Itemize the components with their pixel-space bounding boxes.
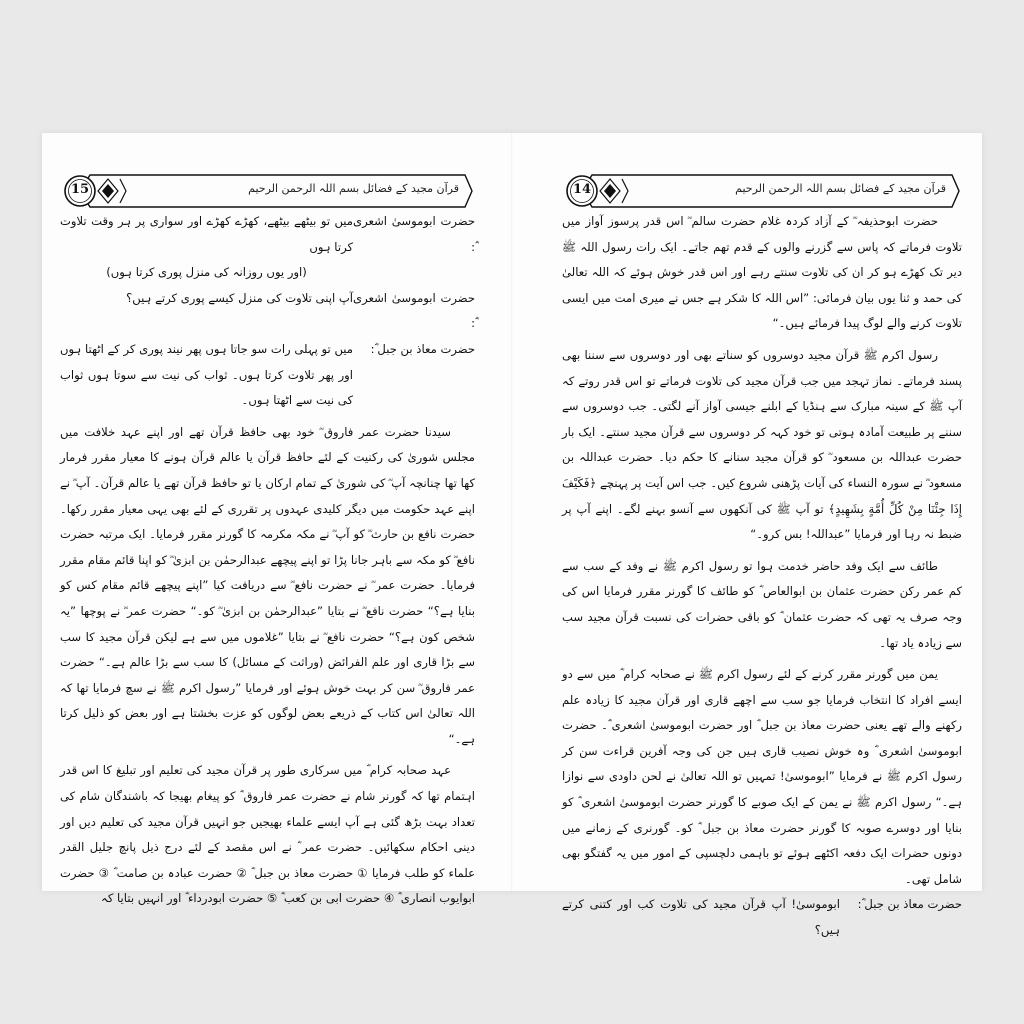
speech: ابوموسیٰ! آپ قرآن مجید کی تلاوت کب اور کتنی کرتے ہیں؟ — [562, 897, 840, 938]
paragraph: عہد صحابہ کرام ؓ میں سرکاری طور پر قرآن مجید کی تعلیم اور تبلیغ کا اس قدر اہتمام تھا کہ گورنر شام نے حضرت عمر فاروق ؓ کو پیغام بھیجا کہ باشندگان شام کی تعداد بہت بڑھ گئی ہے آپ ایسے علماء بھیجیں جو انہیں قرآن مجید کی تعلیم دیں اور دینی احکام سکھائیں۔ حضرت عمر ؓ نے اس مقصد کے لئے درج ذیل پانچ جلیل القدر علماء کو طلب فرمایا ① حضرت معاذ بن جبل ؓ ② حضرت عبادہ بن صامت ؓ ③ حضرت ابوایوب انصاری ؓ ④ حضرت ابی بن کعب ؓ ⑤ حضرت ابودرداء ؓ اور انہیں بتایا کہ — [60, 763, 475, 906]
speaker: حضرت ابوموسیٰ اشعری ؓ: — [353, 290, 475, 331]
page-header — [562, 171, 962, 211]
speech: آپ اپنی تلاوت کی منزل کیسے پوری کرتے ہیں؟ — [126, 290, 353, 305]
page-number: 14 — [572, 182, 592, 197]
dialogue-line — [60, 209, 475, 260]
paragraph: سیدنا حضرت عمر فاروق ؓ خود بھی حافظ قرآن تھے اور اپنے عہد خلافت میں مجلس شوریٰ کی رکنیت کے لئے حافظ قرآن یا عالم قرآن ہونے کا معیار مقرر فرمار کھا تھا چنانچہ آپ ؓ کی شوریٰ کے تمام ارکان یا تو حافظ قرآن تھے یا عالم قرآن۔ آپ ؓ نے اپنے عہد حکومت میں دیگر کلیدی عہدوں پر تقرری کے لئے بھی یہی معیار مقرر رکھا۔ حضرت نافع بن حارث ؓ کو آپ ؓ نے مکہ مکرمہ کا گورنر مقرر فرمایا۔ ایک مرتبہ حضرت نافع ؓ کو مکہ سے باہر جانا پڑا تو اپنے پیچھے عبدالرحمٰن بن ابزیٰ ؓ کو اپنا قائم مقام مقرر فرمایا۔ حضرت عمر ؓ نے حضرت نافع ؓ سے دریافت کیا ”اپنے پیچھے قائم مقام کس کو بنایا ہے؟“ حضرت نافع ؓ نے بتایا ”عبدالرحمٰن بن ابزیٰ ؓ کو۔“ حضرت عمر ؓ نے پوچھا ”یہ شخص کون ہے؟“ حضرت نافع ؓ نے بتایا ”غلاموں میں سے ہے لیکن قرآن مجید کا سب سے بڑا قاری اور علم الفرائض (وراثت کے مسائل) کا سب سے بڑا عالم ہے۔“ حضرت عمر فاروق ؓ سن کر بہت خوش ہوئے اور فرمایا ”رسول اکرم ﷺ نے سچ فرمایا تھا کہ اللہ تعالیٰ اس کتاب کے ذریعے بعض لوگوں کو عزت بخشتا ہے اور بعض کو ذلیل کرتا ہے۔“ — [60, 424, 475, 746]
speaker: حضرت معاذ بن جبل ؓ: — [857, 897, 962, 912]
running-header: قرآن مجید کے فضائل بسم اللہ الرحمن الرحیم — [248, 182, 459, 195]
speech: (اور یوں روزانہ کی منزل پوری کرتا ہوں) — [106, 265, 307, 280]
page-header — [60, 171, 475, 211]
speaker: حضرت معاذ بن جبل ؓ: — [370, 341, 475, 356]
paragraph: یمن میں گورنر مقرر کرنے کے لئے رسول اکرم ﷺ نے صحابہ کرام ؓ میں سے دو ایسے افراد کا انتخاب فرمایا جو سب سے اچھے قاری اور قرآن مجید کا زیادہ علم رکھنے والے تھے یعنی حضرت معاذ بن جبل ؓ اور حضرت ابوموسیٰ اشعری ؓ۔ حضرت ابوموسیٰ اشعری ؓ وہ خوش نصیب قاری ہیں جن کی وجہ آفرین قراءت سن کر رسول اکرم ﷺ نے فرمایا ”ابوموسیٰ! تمہیں تو اللہ تعالیٰ نے لحن داودی سے نوازا ہے۔“ رسول اکرم ﷺ نے یمن کے ایک صوبے کا گورنر حضرت ابوموسیٰ اشعری ؓ کو بنایا اور دوسرے صوبہ کا گورنر حضرت معاذ بن جبل ؓ کو۔ گورنری کے زمانے میں دونوں حضرات ایک دفعہ اکٹھے ہوئے تو باہمی دلچسپی کے امور میں یہ گفتگو بھی شامل تھی۔ — [562, 667, 962, 886]
paragraph: حضرت ابوحذیفہ ؓ کے آزاد کردہ غلام حضرت سالم ؓ اس قدر پرسوز آواز میں تلاوت فرماتے کہ پاس سے گزرنے والوں کے قدم تھم جاتے۔ ایک رات رسول اللہ ﷺ دیر تک کھڑے ہو کر ان کی تلاوت سنتے رہے اور اس قدر خوش ہوئے کہ اللہ تعالیٰ کی حمد و ثنا یوں بیان فرمائی: ”اس اللہ کا شکر ہے جس نے میری امت میں ایسی تلاوت کرنے والے لوگ پیدا فرمائے ہیں۔“ — [562, 214, 962, 331]
dialogue-line — [60, 337, 475, 414]
book-spread — [42, 133, 982, 938]
running-header: قرآن مجید کے فضائل بسم اللہ الرحمن الرحیم — [735, 182, 946, 195]
dialogue-line — [60, 260, 475, 286]
dialogue-line — [60, 286, 475, 337]
page-14 — [512, 133, 982, 938]
page-15 — [42, 133, 512, 906]
speaker — [353, 260, 475, 286]
paragraph: رسول اکرم ﷺ قرآن مجید دوسروں کو سناتے بھی اور دوسروں سے سننا بھی پسند فرماتے۔ نماز تہجد میں جب قرآن مجید کی تلاوت فرماتے تو اس قدر روتے کہ آپ ﷺ کے سینہ مبارک سے ہنڈیا کے ابلنے جیسی آواز آنے لگتی۔ جب دوسروں سے سننے پر طبیعت آمادہ ہوتی تو خود کہہ کر دوسروں سے قرآن مجید سنتے۔ ایک بار حضرت عبداللہ بن مسعود ؓ کو قرآن مجید سنانے کا حکم دیا۔ حضرت عبداللہ بن مسعود ؓ نے سورہ النساء کی آیات پڑھنی شروع کیں۔ جب اس آیت پر پہنچے ﴿فَكَيْفَ إِذَا جِئْنَا مِنْ كُلِّ أُمَّةٍ بِشَهِيدٍ﴾ تو آپ ﷺ کی آنکھوں سے آنسو بہنے لگے۔ اپنے آپ پر ضبط نہ رہا اور فرمایا ”عبداللہ! بس کرو۔“ — [562, 347, 962, 542]
speech: میں تو بیٹھے بیٹھے، کھڑے کھڑے اور سواری پر ہر وقت تلاوت کرتا ہوں — [60, 214, 353, 254]
page-body — [60, 209, 475, 912]
page-body — [562, 209, 962, 944]
dialogue-line — [562, 892, 962, 943]
speech: میں تو پہلی رات سو جاتا ہوں پھر نیند پوری کر کے اٹھتا ہوں اور پھر تلاوت کرتا ہوں۔ ثواب کی نیت سے سوتا ہوں ثواب کی نیت سے اٹھتا ہوں۔ — [60, 341, 353, 408]
paragraph: طائف سے ایک وفد حاضر خدمت ہوا تو رسول اکرم ﷺ نے وفد کے سب سے کم عمر رکن حضرت عثمان بن ابوالعاص ؓ کو طائف کا گورنر مقرر فرمایا اس کی وجہ صرف یہ تھی کہ حضرت عثمان ؓ کو باقی حضرات کی نسبت قرآن مجید سب سے زیادہ یاد تھا۔ — [562, 558, 962, 650]
page-number: 15 — [70, 182, 90, 197]
speaker: حضرت ابوموسیٰ اشعری ؓ: — [353, 214, 475, 254]
